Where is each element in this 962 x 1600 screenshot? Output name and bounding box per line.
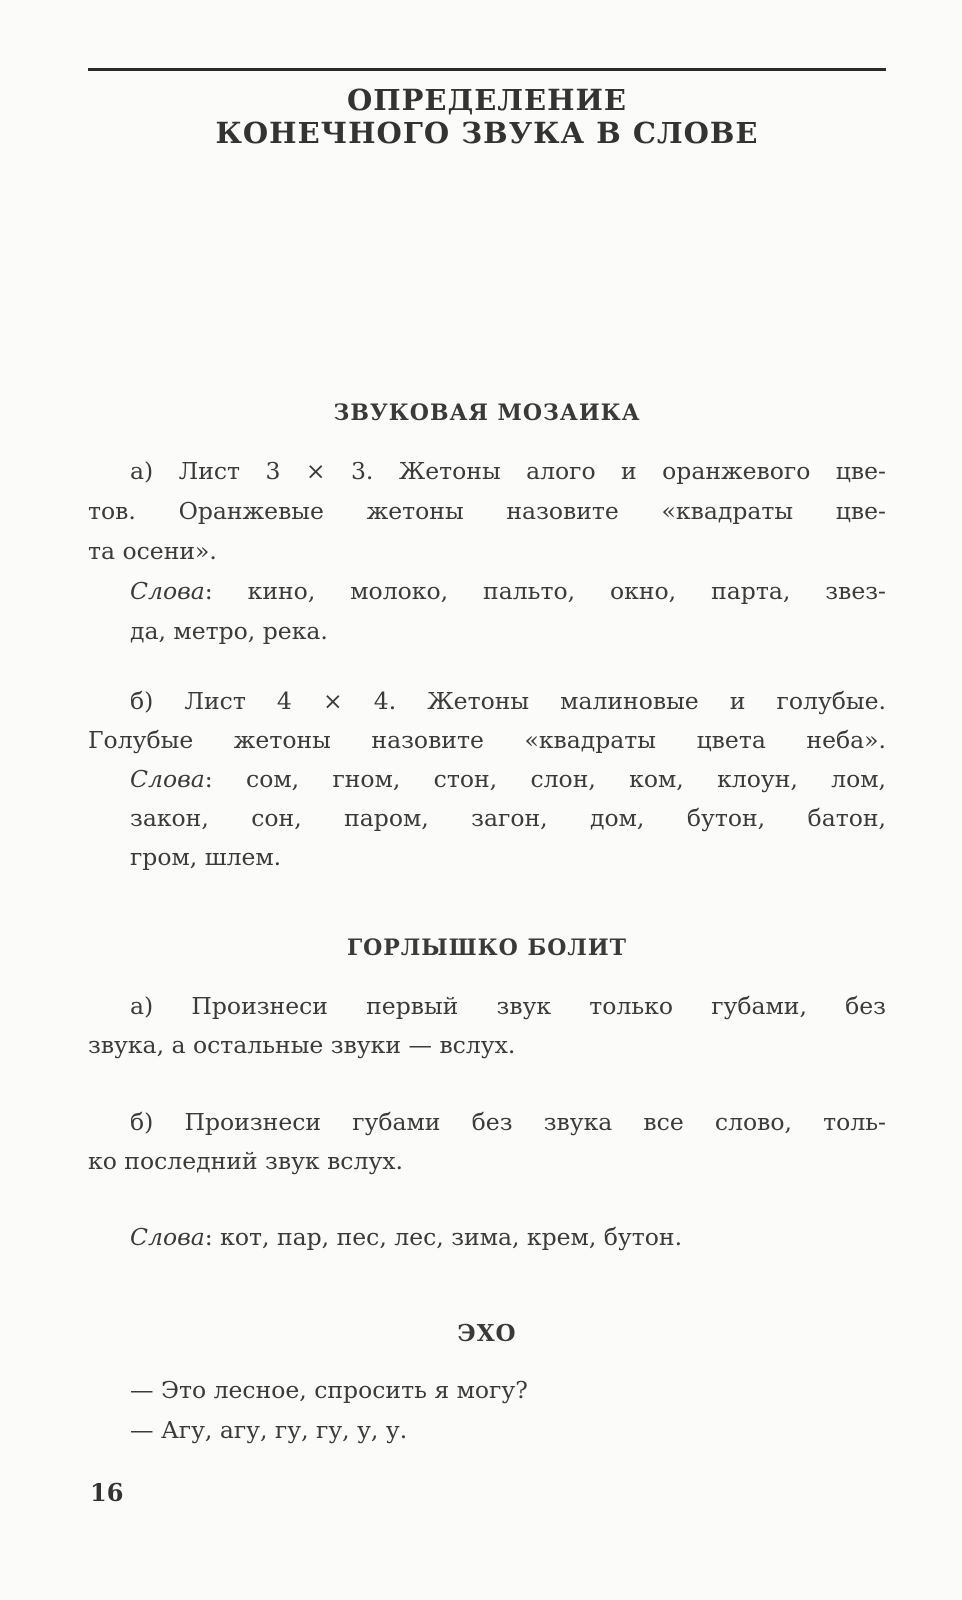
paragraph-line: ко последний звук вслух. xyxy=(88,1147,403,1175)
paragraph-line: закон, сон, паром, загон, дом, бутон, батон, xyxy=(130,804,886,832)
paragraph-line: б) Произнеси губами без звука все слово, толь- xyxy=(130,1108,886,1136)
paragraph-line: гром, шлем. xyxy=(130,843,282,871)
words-list: : сом, гном, стон, слон, ком, клоун, лом, xyxy=(204,765,886,793)
words-label: Слова xyxy=(130,765,205,793)
top-rule xyxy=(88,68,886,71)
words-line xyxy=(130,764,886,794)
page-number: 16 xyxy=(90,1478,124,1507)
paragraph-line: да, метро, река. xyxy=(130,617,328,645)
paragraph-line: Голубые жетоны назовите «квадраты цвета неба». xyxy=(88,726,886,754)
chapter-title-line-1: ОПРЕДЕЛЕНИЕ xyxy=(346,83,628,117)
words-line xyxy=(130,1222,682,1252)
poem-line: — Это лесное, спросить я могу? xyxy=(130,1376,528,1404)
section-heading-echo: ЭХО xyxy=(457,1320,517,1347)
section-heading-sound-mosaic: ЗВУКОВАЯ МОЗАИКА xyxy=(333,400,641,426)
chapter-title-line-2: КОНЕЧНОГО ЗВУКА В СЛОВЕ xyxy=(215,116,759,150)
paragraph-line: тов. Оранжевые жетоны назовите «квадраты цве- xyxy=(88,497,886,525)
section-heading-sore-throat: ГОРЛЫШКО БОЛИТ xyxy=(346,935,628,961)
words-label: Слова xyxy=(130,1223,205,1251)
paragraph-line: та осени». xyxy=(88,537,217,565)
paragraph-line: а) Произнеси первый звук только губами, без xyxy=(130,992,886,1020)
words-line xyxy=(130,576,886,606)
poem-line: — Агу, агу, гу, гу, у, у. xyxy=(130,1416,408,1444)
paragraph-line: б) Лист 4 × 4. Жетоны малиновые и голубые. xyxy=(130,687,886,715)
words-list: : кино, молоко, пальто, окно, парта, звез- xyxy=(204,577,886,605)
words-list: : кот, пар, пес, лес, зима, крем, бутон. xyxy=(204,1223,683,1251)
chapter-title xyxy=(88,84,886,150)
paragraph-line: звука, а остальные звуки — вслух. xyxy=(88,1031,516,1059)
paragraph-line: а) Лист 3 × 3. Жетоны алого и оранжевого цве- xyxy=(130,457,886,485)
words-label: Слова xyxy=(130,577,205,605)
